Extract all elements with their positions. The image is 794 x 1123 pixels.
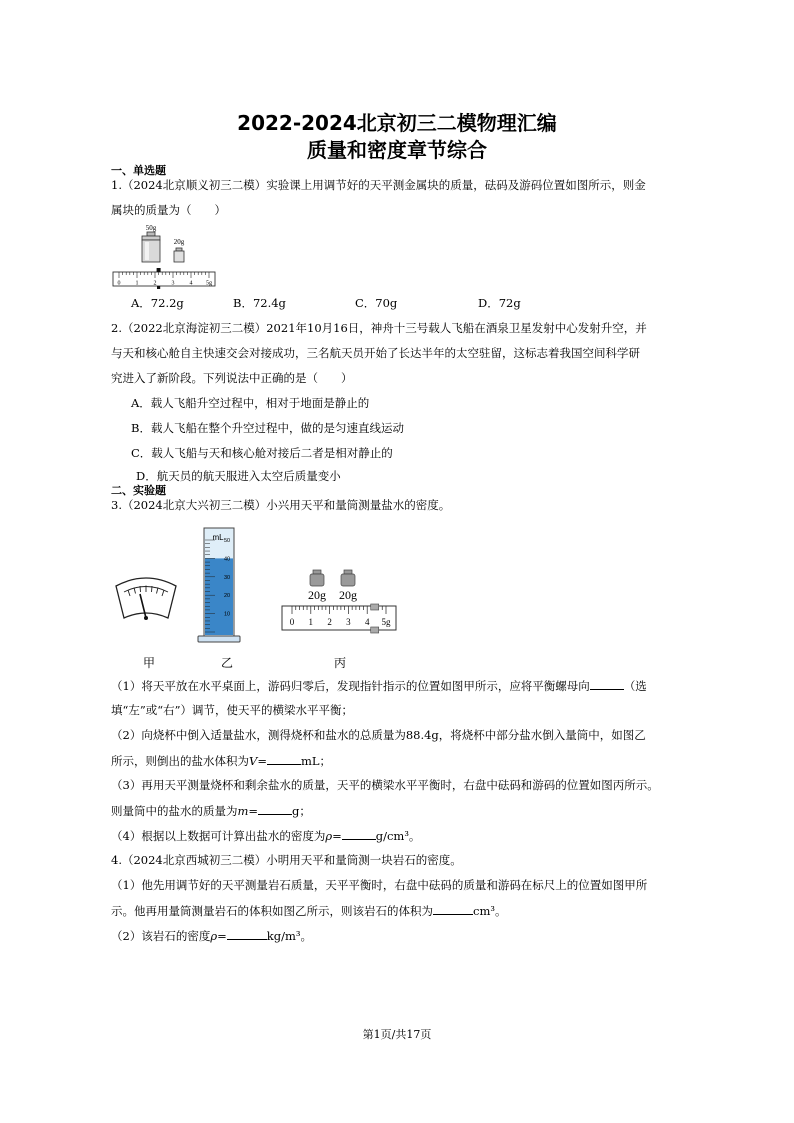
q3-caption-yi: 乙 bbox=[221, 656, 234, 670]
q3-scale-label: 1 bbox=[308, 617, 314, 627]
q3-weight-20g-a bbox=[308, 570, 326, 602]
q1-scale-label: 0 bbox=[117, 280, 121, 287]
q1-weight-20g bbox=[174, 238, 185, 262]
section-heading-single-choice: 一、单选题 bbox=[111, 164, 166, 177]
q3-sub1-answer-blank[interactable] bbox=[590, 677, 624, 690]
q3-scale-label: 2 bbox=[327, 617, 332, 627]
q3-caption-bing: 丙 bbox=[334, 656, 347, 670]
q4-sub2-equals: = bbox=[217, 929, 227, 943]
q3-sub1-line2: 填“左”或“右”）调节，使天平的横梁水平平衡； bbox=[111, 703, 354, 717]
q1-rider bbox=[157, 268, 161, 272]
q3-scale-label: 3 bbox=[346, 617, 351, 627]
q3-sub2-equals: = bbox=[257, 754, 267, 768]
q3-sub3-variable: m bbox=[237, 804, 249, 818]
q3-sub3-unit: g； bbox=[292, 804, 311, 818]
q3-sub2-unit: mL； bbox=[300, 754, 331, 768]
q1-scale-label: 3 bbox=[171, 280, 175, 287]
q1-weight-50g bbox=[142, 224, 160, 262]
q3-sub1-line1 bbox=[111, 677, 647, 694]
q1-scale-label: 1 bbox=[135, 280, 139, 287]
q3-cylinder-label: 40 bbox=[223, 556, 231, 563]
q1-scale-label: 5g bbox=[206, 280, 212, 287]
q1-weight-20g-label: 20g bbox=[173, 238, 185, 246]
q3-figure-yi-cylinder bbox=[196, 524, 246, 648]
q3-sub2-text: 所示，则倒出的盐水体积为 bbox=[111, 754, 249, 768]
q1-option-b[interactable]: B．72.4g bbox=[233, 296, 286, 310]
q4-sub1-line1: （1）他先用调节好的天平测量岩石质量，天平平衡时，右盘中砝码的质量和游码在标尺上的位置如图甲所 bbox=[111, 878, 648, 892]
q2-option-c[interactable]: C．载人飞船与天和核心舱对接后二者是相对静止的 bbox=[131, 446, 393, 460]
q3-sub2-line2 bbox=[111, 752, 331, 769]
q4-sub2-answer-blank[interactable] bbox=[227, 927, 267, 940]
q3-rider-bottom bbox=[371, 627, 379, 633]
q3-stem: 3.（2024北京大兴初三二模）小兴用天平和量筒测量盐水的密度。 bbox=[111, 498, 451, 512]
q3-weight-label-b: 20g bbox=[339, 588, 357, 602]
q3-cylinder-label: 10 bbox=[223, 611, 231, 618]
q3-sub4-unit: g/cm³。 bbox=[375, 829, 421, 843]
q3-rider-top bbox=[371, 604, 379, 610]
q3-sub3-line1: （3）再用天平测量烧杯和剩余盐水的质量，天平的横梁水平平衡时，右盘中砝码和游码的位置如图丙所示。 bbox=[111, 778, 659, 792]
q3-sub4-variable: ρ bbox=[325, 829, 333, 843]
q3-sub3-text: 则量筒中的盐水的质量为 bbox=[111, 804, 238, 818]
q3-sub4-text: （4）根据以上数据可计算出盐水的密度为 bbox=[111, 829, 326, 843]
q1-option-c[interactable]: C．70g bbox=[355, 296, 398, 310]
q3-sub4-equals: = bbox=[332, 829, 342, 843]
q4-sub2-variable: ρ bbox=[210, 929, 218, 943]
q1-scale-label: 4 bbox=[189, 280, 193, 287]
q3-cylinder-label: 30 bbox=[223, 574, 231, 581]
q3-sub2-answer-blank[interactable] bbox=[267, 752, 301, 765]
q4-sub2-unit: kg/m³。 bbox=[266, 929, 312, 943]
q4-sub1-answer-blank[interactable] bbox=[433, 902, 473, 915]
q2-stem-line3: 究进入了新阶段。下列说法中正确的是（ ） bbox=[111, 371, 353, 385]
q3-sub4-answer-blank[interactable] bbox=[342, 827, 376, 840]
q1-stem-line1: 1.（2024北京顺义初三二模）实验课上用调节好的天平测金属块的质量，砝码及游码位置如图所示，则金 bbox=[111, 178, 646, 192]
q1-option-d[interactable]: D．72g bbox=[478, 296, 521, 310]
q3-scale-label: 4 bbox=[364, 617, 370, 627]
q4-sub1-line2 bbox=[111, 902, 506, 919]
q3-caption-jia: 甲 bbox=[143, 656, 156, 670]
q4-sub2-line bbox=[111, 927, 312, 944]
q3-cylinder-label: 50 bbox=[223, 538, 231, 544]
q2-stem-line2: 与天和核心舱自主快速交会对接成功，三名航天员开始了长达半年的太空驻留，这标志着我国空间科学研 bbox=[111, 346, 640, 360]
q3-cylinder-label: 20 bbox=[223, 593, 231, 600]
q1-balance-figure bbox=[111, 222, 221, 290]
q4-sub2-text: （2）该岩石的密度 bbox=[111, 929, 211, 943]
q4-stem: 4.（2024北京西城初三二模）小明用天平和量筒测一块岩石的密度。 bbox=[111, 853, 462, 867]
q3-weight-20g-b bbox=[339, 570, 357, 602]
q3-figure-jia-pointer-dial bbox=[110, 572, 182, 630]
q2-option-b[interactable]: B．载人飞船在整个升空过程中，做的是匀速直线运动 bbox=[131, 421, 404, 435]
q3-scale-label: 0 bbox=[289, 617, 295, 627]
document-title: 2022-2024北京初三二模物理汇编 bbox=[237, 111, 557, 135]
q3-scale-label: 5g bbox=[381, 617, 391, 627]
q3-sub3-answer-blank[interactable] bbox=[258, 802, 292, 815]
q1-stem-line2: 属块的质量为（ ） bbox=[111, 203, 226, 217]
q3-weight-label-a: 20g bbox=[308, 588, 326, 602]
q3-cylinder-unit: mL bbox=[212, 533, 224, 542]
document-subtitle: 质量和密度章节综合 bbox=[307, 138, 487, 162]
q3-sub2-line1: （2）向烧杯中倒入适量盐水，测得烧杯和盐水的总质量为88.4g，将烧杯中部分盐水倒入量筒中，如图乙 bbox=[111, 728, 646, 742]
q3-sub1-text: （1）将天平放在水平桌面上，游码归零后，发现指针指示的位置如图甲所示，应将平衡螺母向 bbox=[111, 679, 590, 693]
q1-rider-bottom bbox=[157, 286, 160, 289]
q3-rider-scale bbox=[282, 604, 396, 633]
q3-sub2-variable: V bbox=[249, 754, 258, 768]
q3-sub3-equals: = bbox=[248, 804, 259, 818]
q1-option-a[interactable]: A．72.2g bbox=[131, 296, 184, 310]
q2-option-d[interactable]: D．航天员的航天服进入太空后质量变小 bbox=[136, 469, 341, 483]
q1-rider-scale bbox=[113, 268, 215, 289]
q3-figure-bing-balance bbox=[280, 568, 400, 638]
q3-sub4-line bbox=[111, 827, 420, 844]
section-heading-experiment: 二、实验题 bbox=[111, 484, 166, 497]
page-footer: 第1页/共17页 bbox=[362, 1028, 432, 1041]
q4-sub1-text: 示。他再用量筒测量岩石的体积如图乙所示，则该岩石的体积为 bbox=[111, 904, 433, 918]
q3-sub1-text-tail: （选 bbox=[623, 679, 647, 693]
q2-option-a[interactable]: A．载人飞船升空过程中，相对于地面是静止的 bbox=[131, 396, 370, 410]
q1-weight-50g-label: 50g bbox=[145, 224, 157, 232]
q1-scale-label: 2 bbox=[153, 280, 157, 287]
q2-stem-line1: 2.（2022北京海淀初三二模）2021年10月16日，神舟十三号载人飞船在酒泉卫星发射中心发射升空，并 bbox=[111, 321, 647, 335]
q4-sub1-unit: cm³。 bbox=[473, 904, 507, 918]
q3-sub3-line2 bbox=[111, 802, 311, 819]
